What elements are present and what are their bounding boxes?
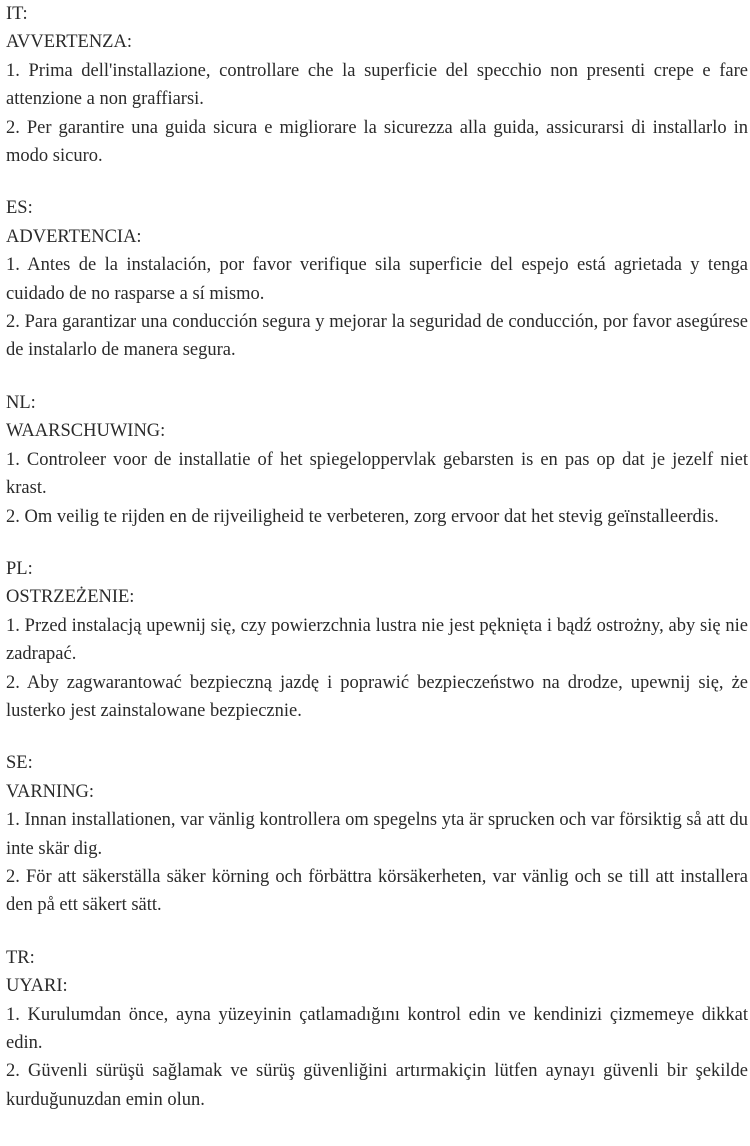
warning-item: 1. Kurulumdan önce, ayna yüzeyinin çatlamadığını kontrol edin ve kendinizi çizmemeye dikkat edin.	[6, 1004, 748, 1053]
warning-item: 1. Antes de la instalación, por favor verifique sila superficie del espejo está agrietada y tenga cuidado de no rasparse a sí mismo.	[6, 255, 748, 304]
section-es	[6, 194, 748, 364]
warning-heading: OSTRZEŻENIE:	[6, 587, 135, 608]
language-code: PL:	[6, 558, 33, 579]
warning-item: 1. Controleer voor de installatie of het spiegeloppervlak gebarsten is en pas op dat je jezelf niet krast.	[6, 449, 748, 499]
section-nl	[6, 389, 748, 531]
warning-heading: AVVERTENZA:	[6, 32, 132, 53]
section-tr	[6, 944, 748, 1114]
warning-item: 2. Om veilig te rijden en de rijveiligheid te verbeteren, zorg ervoor dat het stevig geïnstalleerdis.	[6, 506, 719, 527]
warning-item: 1. Innan installationen, var vänlig kontrollera om spegelns yta är sprucken och var försiktig så att du inte skär dig.	[6, 810, 748, 859]
warning-heading: ADVERTENCIA:	[6, 226, 142, 247]
section-pl	[6, 555, 748, 725]
section-it	[6, 0, 748, 170]
warning-heading: WAARSCHUWING:	[6, 421, 166, 442]
language-code: NL:	[6, 392, 36, 413]
warning-heading: UYARI:	[6, 976, 68, 997]
warning-item: 2. Para garantizar una conducción segura y mejorar la seguridad de conducción, por favor asegúrese de instalarlo de manera segura.	[6, 312, 748, 361]
warning-item: 1. Przed instalacją upewnij się, czy powierzchnia lustra nie jest pęknięta i bądź ostrożny, aby się nie zadrapać.	[6, 615, 748, 665]
warning-heading: VARNING:	[6, 781, 95, 802]
language-code: ES:	[6, 198, 33, 219]
language-code: SE:	[6, 753, 33, 774]
warning-item: 2. Per garantire una guida sicura e migliorare la sicurezza alla guida, assicurarsi di installarlo in modo sicuro.	[6, 117, 748, 167]
section-se	[6, 749, 748, 919]
warning-item: 2. För att säkerställa säker körning och förbättra körsäkerheten, var vänlig och se till att installera den på ett säkert sätt.	[6, 866, 748, 916]
warning-item: 2. Aby zagwarantować bezpieczną jazdę i poprawić bezpieczeństwo na drodze, upewnij się, że lusterko jest zainstalowane bezpiecznie.	[6, 672, 748, 721]
warning-document	[6, 0, 748, 1114]
warning-item: 2. Güvenli sürüşü sağlamak ve sürüş güvenliğini artırmakiçin lütfen aynayı güvenli bir şekilde kurduğunuzdan emin olun.	[6, 1061, 748, 1110]
warning-item: 1. Prima dell'installazione, controllare che la superficie del specchio non presenti crepe e fare attenzione a non graffiarsi.	[6, 60, 748, 110]
language-code: TR:	[6, 947, 35, 968]
language-code: IT:	[6, 4, 28, 24]
